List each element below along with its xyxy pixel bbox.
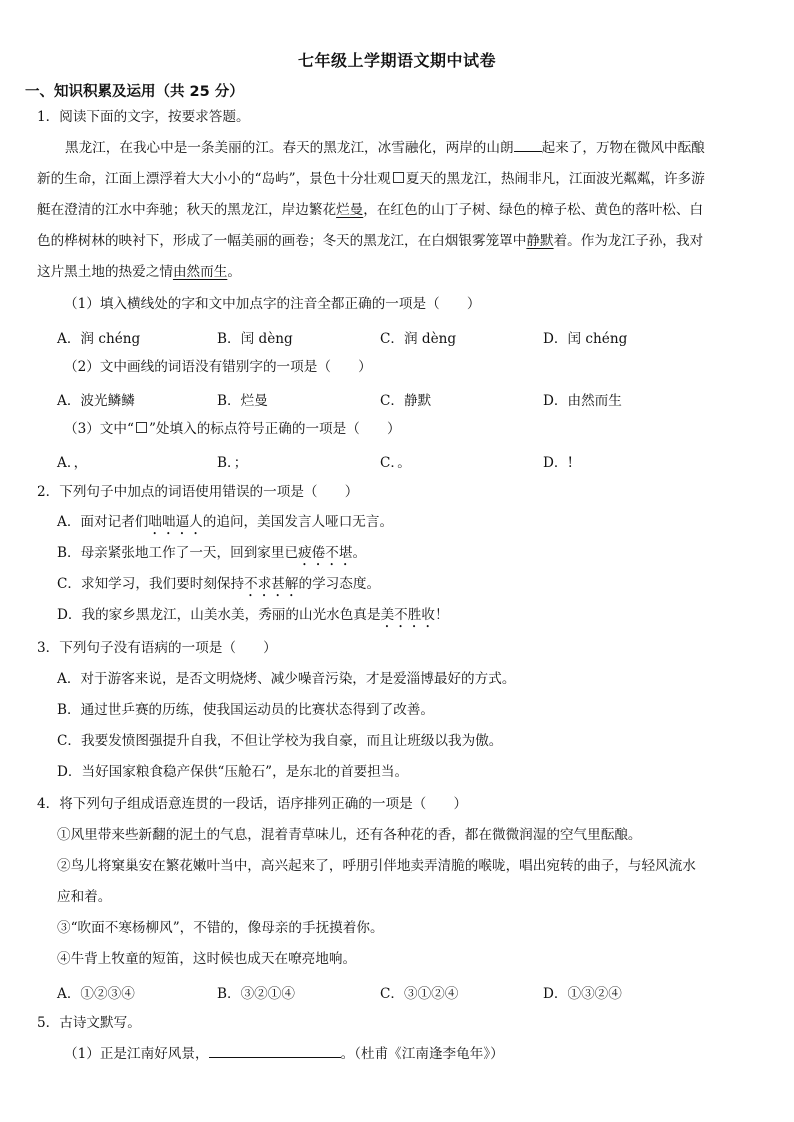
q1-sub1-option-c[interactable]: C．润 dèng: [380, 331, 457, 347]
q4-sentence-1: ①风里带来些新翻的泥土的气息，混着青草味儿，还有各种花的香，都在微微润湿的空气里酝酿。: [57, 827, 642, 843]
q1-sub1-option-d[interactable]: D．闰 chéng: [543, 331, 628, 347]
q3-stem: 3．下列句子没有语病的一项是（ ）: [37, 640, 277, 656]
q1-sub3-option-a[interactable]: A．，: [57, 455, 88, 471]
q1-sub3: （3）文中“ ”处填入的标点符号正确的一项是（ ）: [64, 421, 401, 437]
underlined-word-youran: 由然而生: [172, 264, 228, 280]
q3-option-b[interactable]: B．通过世乒赛的历练，使我国运动员的比赛状态得到了改善。: [57, 702, 435, 718]
q4-sentence-3: ③“吹面不寒杨柳风”，不错的，像母亲的手抚摸着你。: [57, 920, 384, 936]
punctuation-box: [393, 172, 404, 183]
q2-option-a[interactable]: A．面对记者们咄咄逼人的追问，美国发言人哑口无言。: [57, 514, 394, 530]
fill-blank[interactable]: [514, 139, 542, 152]
answer-blank[interactable]: [209, 1045, 341, 1058]
q1-sub1-option-b[interactable]: B．闰 dèng: [217, 331, 293, 347]
q2-option-c[interactable]: C．求知学习，我们要时刻保持不求甚解的学习态度。: [57, 576, 381, 592]
q4-stem: 4．将下列句子组成语意连贯的一段话，语序排列正确的一项是（ ）: [37, 796, 468, 812]
q1-sub3-option-c[interactable]: C．。: [380, 455, 411, 471]
q4-option-a[interactable]: A．①②③④: [57, 986, 135, 1002]
underlined-word-jingmo: 静默: [526, 233, 554, 249]
underlined-word-lanman: 烂曼: [336, 202, 364, 218]
q1-sub3-option-d[interactable]: D．!: [543, 455, 573, 471]
q1-sub1: （1）填入横线处的字和文中加点字的注音全都正确的一项是（ ）: [64, 296, 481, 312]
q4-sentence-2: ②鸟儿将窠巢安在繁花嫩叶当中，高兴起来了，呼朋引伴地卖弄清脆的喉咙，唱出宛转的曲子，与轻风流水: [57, 858, 696, 874]
q1-sub3-option-b[interactable]: B．；: [217, 455, 248, 471]
q2-option-b[interactable]: B．母亲紧张地工作了一天，回到家里已疲倦不堪。: [57, 545, 367, 561]
q1-sub2-option-b[interactable]: B．烂曼: [217, 393, 268, 409]
exam-title: 七年级上学期语文期中试卷: [297, 51, 496, 70]
q1-stem: 1．阅读下面的文字，按要求答题。: [37, 109, 250, 125]
q4-sentence-4: ④牛背上牧童的短笛，这时候也成天在嘹亮地响。: [57, 951, 357, 967]
q4-sentence-2-cont: 应和着。: [57, 889, 112, 905]
punctuation-box-icon: [136, 422, 147, 433]
q1-passage: 黑龙江，在我心中是一条美丽的江。春天的黑龙江，冰雪融化，两岸的山朗 起来了，万物在微风中酝酿 新的生命，江面上漂浮着大大小小的“岛屿”，景色十分壮观 夏天的黑龙江，热闹非凡，江面波光粼粼，许多游 艇在澄清的江水中奔驰；秋天的黑龙江，岸边繁花烂曼，在红色的山丁子树、绿色的樟子松、黄色的落叶松、白 色的桦树林的映衬下，形成了一幅美丽的画卷；冬天的黑龙江，在白烟银雾笼罩中静默着。作为龙江子孙，我对 这片黑土地的热爱之情由然而生。: [37, 140, 705, 280]
section-heading: 一、知识积累及运用（共 25 分）: [25, 84, 244, 100]
q5-sub1: （1）正是江南好风景， 。（杜甫《江南逢李龟年》）: [64, 1046, 504, 1062]
q3-option-d[interactable]: D．当好国家粮食稳产保供“压舱石”，是东北的首要担当。: [57, 764, 409, 780]
q2-option-d[interactable]: D．我的家乡黑龙江，山美水美，秀丽的山光水色真是美不胜收！: [57, 607, 449, 623]
q4-option-b[interactable]: B．③②①④: [217, 986, 295, 1002]
q4-option-c[interactable]: C．③①②④: [380, 986, 459, 1002]
q1-sub1-option-a[interactable]: A．润 chéng: [57, 331, 141, 347]
q2-stem: 2．下列句子中加点的词语使用错误的一项是（ ）: [37, 484, 359, 500]
q1-sub2: （2）文中画线的词语没有错别字的一项是（ ）: [64, 359, 372, 375]
q4-option-d[interactable]: D．①③②④: [543, 986, 622, 1002]
q3-option-a[interactable]: A．对于游客来说，是否文明烧烤、减少噪音污染，才是爱淄博最好的方式。: [57, 671, 516, 687]
q1-sub2-option-a[interactable]: A．波光鳞鳞: [57, 393, 135, 409]
q1-sub2-option-d[interactable]: D．由然而生: [543, 393, 622, 409]
q1-sub2-option-c[interactable]: C．静默: [380, 393, 432, 409]
q5-stem: 5．古诗文默写。: [37, 1015, 141, 1031]
q3-option-c[interactable]: C．我要发愤图强提升自我，不但让学校为我自豪，而且让班级以我为傲。: [57, 733, 503, 749]
